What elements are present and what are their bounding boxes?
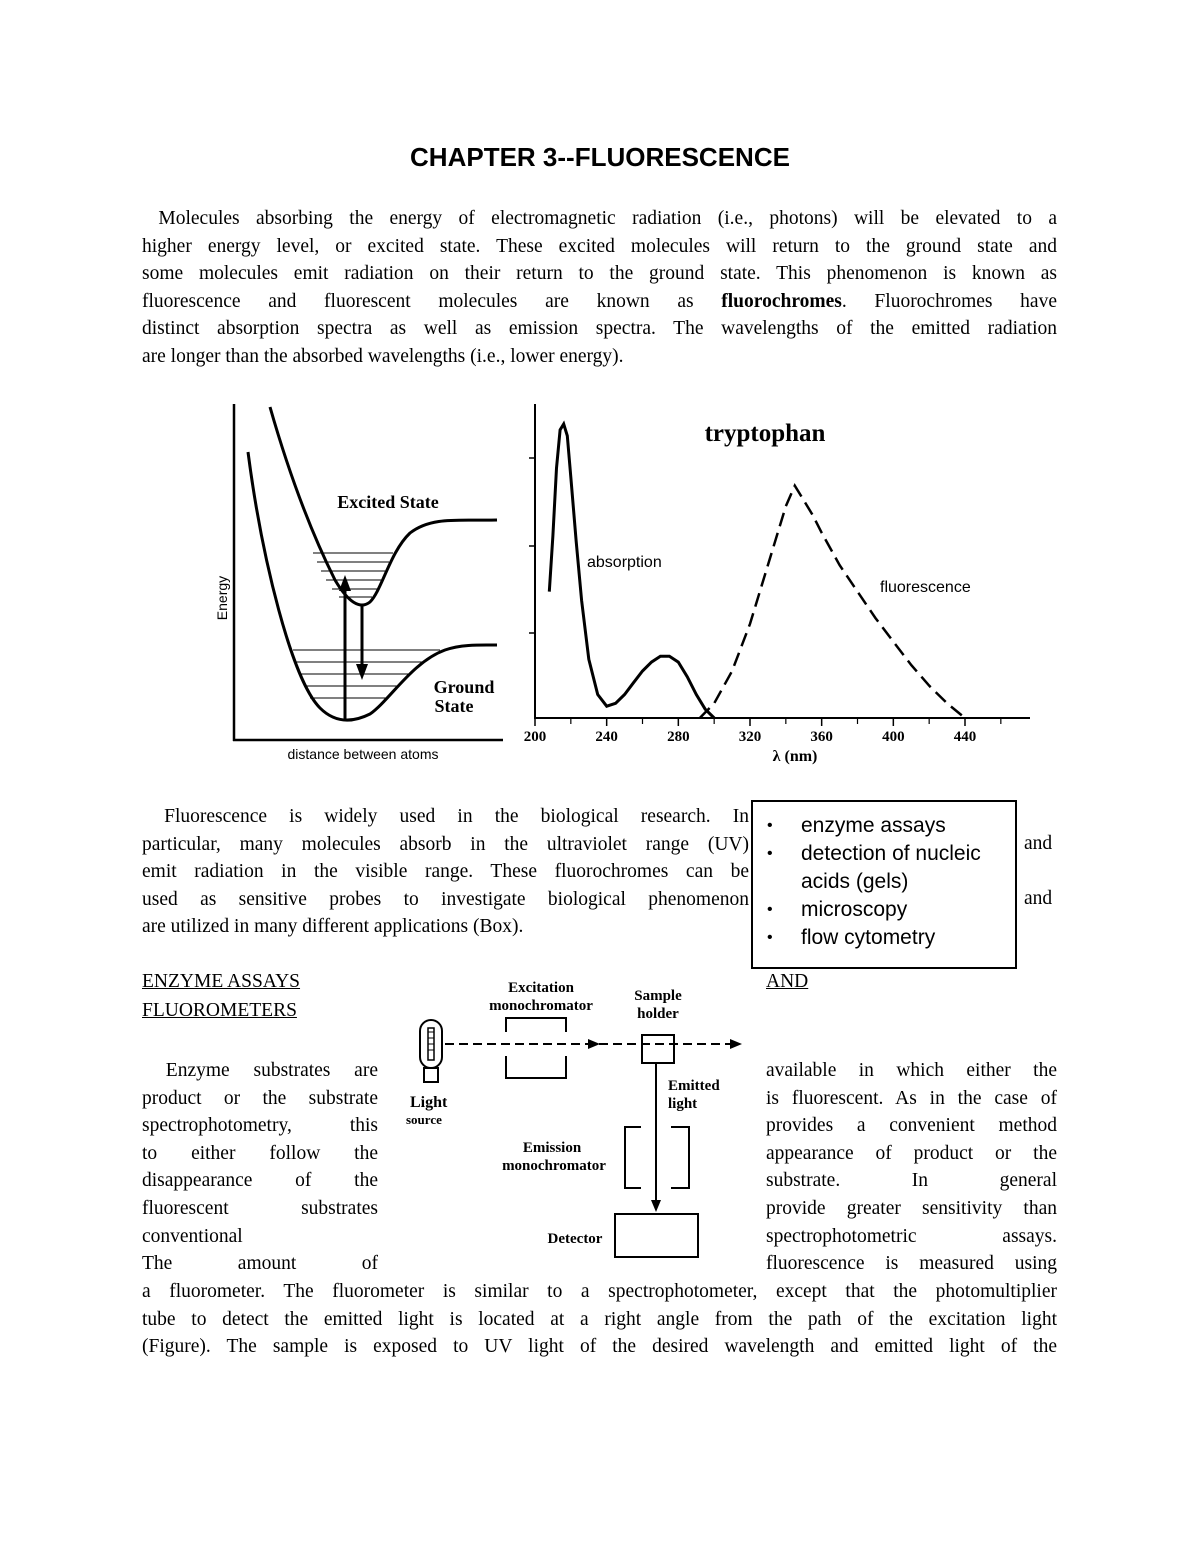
energy-diagram [214, 404, 503, 762]
fluorometer-diagram [400, 970, 760, 1260]
ground-label-1: Ground [433, 677, 495, 697]
x-axis-label: λ (nm) [772, 748, 818, 765]
detector-box [615, 1214, 698, 1257]
fluorescence-series [700, 486, 965, 718]
sample-label-2: holder [637, 1006, 679, 1022]
emitted-label-1: Emitted [668, 1078, 720, 1094]
para2-line-3: emit radiation in the visible range. These fluorochromes can be [142, 861, 749, 883]
right-line-1: available in which either the [766, 1060, 1057, 1081]
para-2 [142, 803, 749, 941]
intro-line-4a: fluorescence and fluorescent molecules are known as [142, 290, 722, 312]
absorption-series [549, 424, 714, 718]
x-tick-label: 320 [738, 729, 762, 745]
fluorochromes-term: fluorochromes [721, 290, 842, 312]
sample-label-1: Sample [634, 988, 682, 1004]
x-tick-label: 240 [595, 729, 618, 745]
light-label-2: source [406, 1112, 442, 1127]
excitation-label-2: monochromator [489, 998, 593, 1014]
x-tick-label: 360 [810, 729, 833, 745]
fluorescence-legend-label: fluorescence [880, 579, 971, 596]
x-tick-label: 280 [667, 729, 690, 745]
excitation-monochromator [506, 1018, 566, 1032]
right-line-3: provides a convenient method [766, 1115, 1057, 1137]
section-heading-1: ENZYME ASSAYS [142, 971, 301, 992]
ground-label-2: State [434, 696, 474, 716]
emission-label-1: Emission [522, 1140, 582, 1156]
emission-monochromator [625, 1127, 641, 1188]
left-line-7: conventional [142, 1225, 243, 1247]
box-item: • detection of nucleic acids (gels) [767, 842, 981, 893]
distance-axis-label: distance between atoms [287, 746, 439, 762]
right-line-5: substrate. In general [766, 1170, 1057, 1192]
section-heading-2: FLUOROMETERS [142, 1000, 297, 1021]
tryptophan-chart [524, 404, 1030, 765]
intro-line-1: Molecules absorbing the energy of electromagnetic radiation (i.e., photons) will be elevated to a [142, 208, 1057, 229]
section-heading-and: AND [766, 971, 809, 992]
left-line-6: fluorescent substrates [142, 1198, 378, 1219]
right-line-6: provide greater sensitivity than [766, 1198, 1057, 1219]
x-tick-label: 440 [953, 729, 977, 745]
para2-line-2: particular, many molecules absorb in the ultraviolet range (UV) [142, 833, 749, 855]
energy-axis-label: Energy [214, 575, 230, 621]
intro-line-6: are longer than the absorbed wavelengths (i.e., lower energy). [142, 345, 624, 367]
right-line-7: spectrophotometric assays. [766, 1225, 1057, 1247]
left-line-8: The amount of [142, 1253, 378, 1275]
ground-levels [293, 650, 440, 698]
final-line-1: a fluorometer. The fluorometer is similar to a spectrophotometer, except that the photomultiplier [142, 1281, 1057, 1302]
para2-line-4: used as sensitive probes to investigate biological phenomenon [142, 888, 749, 910]
box-item: • microscopy [767, 898, 908, 921]
emission-label-2: monochromator [502, 1158, 606, 1174]
excited-state-label: Excited State [337, 492, 439, 512]
absorption-legend-label: absorption [587, 554, 662, 571]
detector-label: Detector [547, 1231, 603, 1247]
intro-line-5: distinct absorption spectra as well as emission spectra. The wavelengths of the emitted radiation [142, 318, 1057, 340]
page-title: CHAPTER 3--FLUORESCENCE [410, 142, 790, 172]
para2-line-5: are utilized in many different applications (Box). [142, 916, 524, 938]
intro-line-4c: . Fluorochromes have [841, 290, 1057, 312]
left-line-4: to either follow the [142, 1142, 378, 1164]
emitted-label-2: light [668, 1096, 698, 1112]
right-line-2: is fluorescent. As in the case of [766, 1087, 1057, 1109]
x-tick-label: 400 [882, 729, 905, 745]
right-line-8: fluorescence is measured using [766, 1253, 1057, 1275]
chart-title: tryptophan [704, 420, 826, 447]
left-line-2: product or the substrate [142, 1087, 378, 1109]
para2-line-1: Fluorescence is widely used in the biological research. In [142, 806, 749, 827]
right-line-4: appearance of product or the [766, 1142, 1057, 1164]
box-item: • enzyme assays [767, 814, 946, 837]
light-bulb-icon [420, 1020, 442, 1082]
left-line-1: Enzyme substrates are [142, 1060, 378, 1081]
intro-line-3: some molecules emit radiation on their return to the ground state. This phenomenon is known as [142, 263, 1057, 285]
final-paragraph [142, 1278, 1057, 1361]
excitation-label-1: Excitation [508, 980, 574, 996]
final-line-2: tube to detect the emitted light is located at a right angle from the path of the excitation light [142, 1308, 1057, 1330]
x-tick-label: 200 [523, 729, 547, 745]
para2-and-2: and [1024, 888, 1053, 909]
para2-and-1: and [1024, 833, 1053, 854]
sample-holder [642, 1035, 674, 1063]
light-label-1: Light [410, 1094, 448, 1111]
left-line-3: spectrophotometry, this [142, 1115, 378, 1137]
applications-box [751, 800, 1017, 969]
box-item: • flow cytometry [767, 926, 936, 949]
intro-line-2: higher energy level, or excited state. These excited molecules will return to the ground state and [142, 235, 1057, 257]
left-line-5: disappearance of the [142, 1170, 378, 1192]
final-line-3: (Figure). The sample is exposed to UV light of the desired wavelength and emitted light of the [142, 1336, 1057, 1358]
